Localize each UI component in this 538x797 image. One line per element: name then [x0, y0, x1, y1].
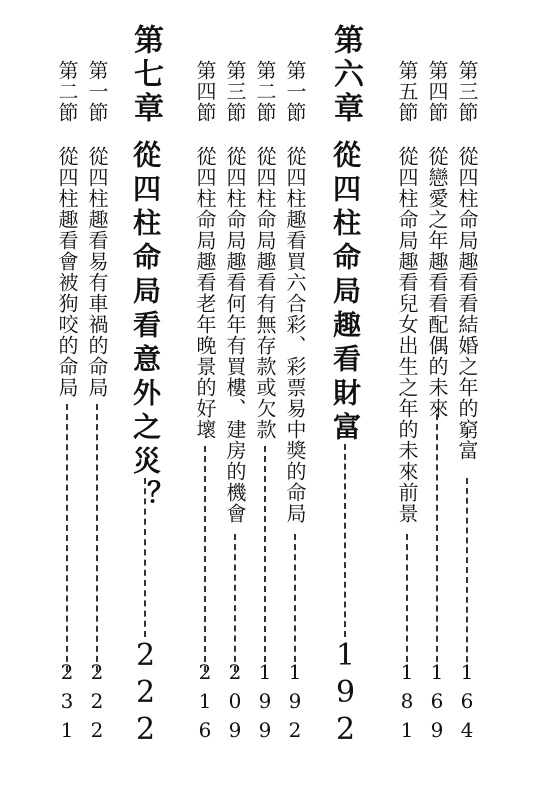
chapter-number: 第七章: [128, 24, 163, 126]
section-number: 第二節: [55, 60, 79, 123]
page-number: 199: [253, 660, 277, 747]
chapter-heading: [325, 0, 365, 797]
toc-entry: [52, 0, 82, 797]
leader-dots: [66, 404, 68, 672]
entry-title: 從四柱命局趣看有無存款或欠款: [253, 146, 277, 440]
toc-entry: [452, 0, 482, 797]
toc-entry: [250, 0, 280, 797]
leader-dots: [204, 446, 206, 672]
entry-title: 從四柱命局趣看何年有買樓、建房的機會: [223, 146, 247, 524]
page-number: 231: [55, 660, 79, 747]
leader-dots: [294, 534, 296, 672]
leader-dots: [234, 534, 236, 672]
entry-title: 從四柱趣看買六合彩、彩票易中獎的命局: [283, 146, 307, 524]
page-number: 169: [425, 660, 449, 747]
toc-entry: [422, 0, 452, 797]
page-number: 192: [328, 638, 363, 749]
section-number: 第一節: [283, 60, 307, 123]
page-number: 164: [455, 660, 479, 747]
toc-entry: [220, 0, 250, 797]
leader-dots: [144, 478, 146, 637]
leader-dots: [466, 478, 468, 672]
chapter-title: 從四柱命局看意外之災？: [129, 140, 162, 514]
chapter-title: 從四柱命局趣看財富: [329, 140, 362, 446]
entry-title: 從四柱命局趣看兒女出生之年的未來前景: [395, 146, 419, 524]
leader-dots: [436, 414, 438, 672]
toc-entry: [82, 0, 112, 797]
section-number: 第四節: [425, 60, 449, 123]
entry-title: 從四柱命局趣看老年晚景的好壞: [193, 146, 217, 440]
entry-title: 從四柱趣看會被狗咬的命局: [55, 146, 79, 398]
page-number: 216: [193, 660, 217, 747]
toc-entry: [392, 0, 422, 797]
page-number: 222: [85, 660, 109, 747]
section-number: 第二節: [253, 60, 277, 123]
leader-dots: [264, 446, 266, 672]
page-number: 192: [283, 660, 307, 747]
section-number: 第一節: [85, 60, 109, 123]
section-number: 第五節: [395, 60, 419, 123]
leader-dots: [96, 404, 98, 672]
leader-dots: [406, 534, 408, 672]
toc-entry: [280, 0, 310, 797]
entry-title: 從四柱命局趣看看結婚之年的窮富: [455, 146, 479, 461]
entry-title: 從四柱趣看易有車禍的命局: [85, 146, 109, 398]
leader-dots: [344, 444, 346, 637]
section-number: 第三節: [223, 60, 247, 123]
chapter-heading: [125, 0, 165, 797]
entry-title: 從戀愛之年趣看看配偶的未來: [425, 146, 449, 419]
section-number: 第三節: [455, 60, 479, 123]
page-number: 209: [223, 660, 247, 747]
toc-entry: [190, 0, 220, 797]
page-number: 222: [128, 638, 163, 749]
chapter-number: 第六章: [328, 24, 363, 126]
section-number: 第四節: [193, 60, 217, 123]
page-number: 181: [395, 660, 419, 747]
